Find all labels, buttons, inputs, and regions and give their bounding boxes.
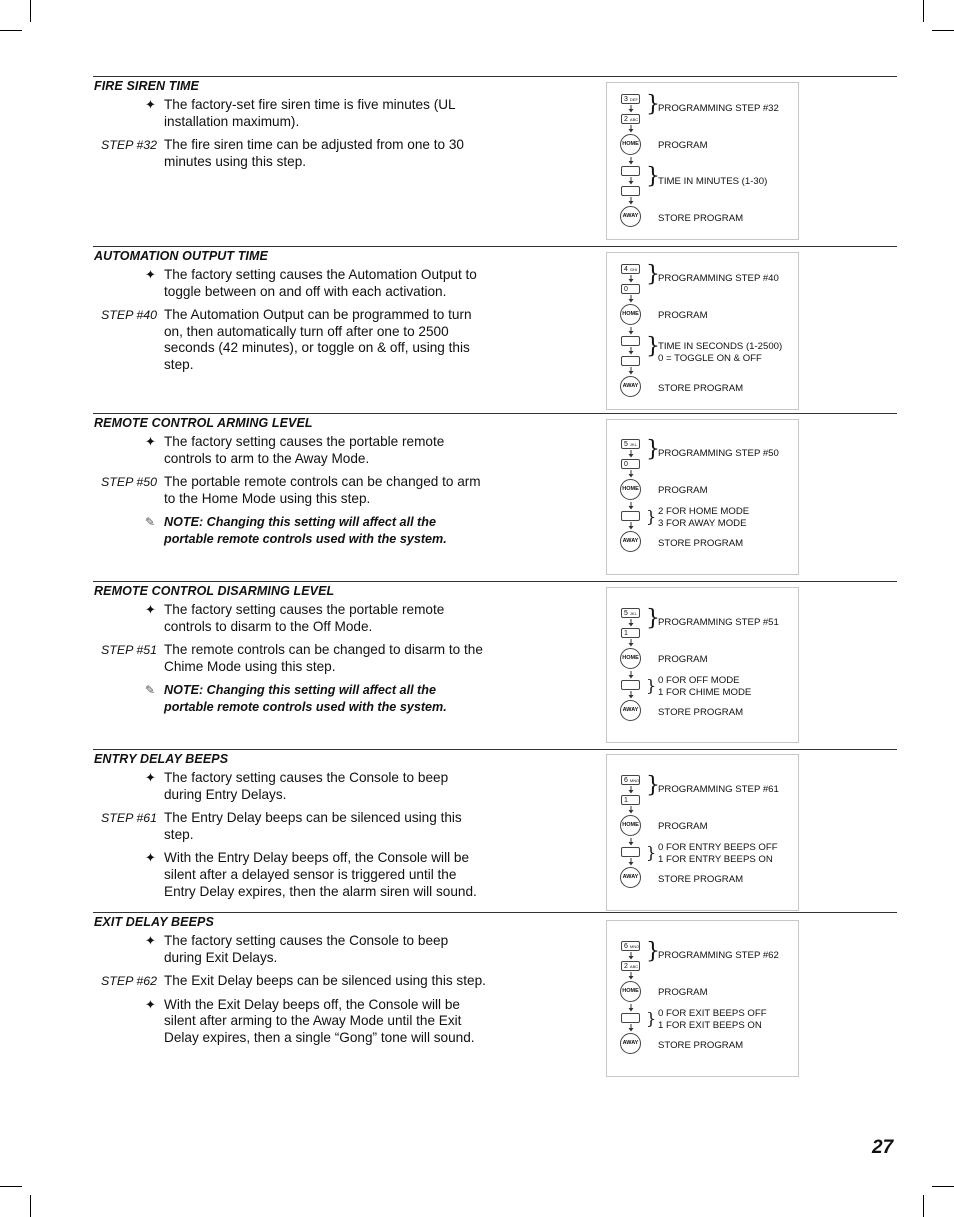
down-arrow-icon (628, 786, 634, 794)
keypad-diagram (606, 920, 799, 1077)
crop-mark (923, 1195, 924, 1217)
section-title: FIRE SIREN TIME (94, 79, 199, 93)
home-key: HOME (620, 815, 641, 836)
pencil-icon: ✎ (145, 683, 156, 698)
section-title: ENTRY DELAY BEEPS (94, 752, 229, 766)
crop-mark (30, 1195, 31, 1217)
down-arrow-icon (628, 157, 634, 165)
section-text (93, 434, 488, 555)
keypad-diagram (606, 82, 799, 240)
digit-key: 1 (621, 628, 640, 638)
blank-key (621, 186, 640, 196)
crop-mark (932, 30, 954, 31)
step-text: The portable remote controls can be changed to arm to the Home Mode using this step. (164, 474, 481, 506)
step-text: The fire siren time can be adjusted from one to 30 minutes using this step. (164, 137, 464, 169)
down-arrow-icon (628, 105, 634, 113)
section-remote-control-arming-level (93, 413, 897, 581)
brace-icon: } (646, 92, 660, 117)
down-arrow-icon (628, 197, 634, 205)
home-key: HOME (620, 134, 641, 155)
bullet-icon: ✦ (145, 850, 156, 866)
crop-mark (932, 1186, 954, 1187)
extra-text: With the Entry Delay beeps off, the Console will be silent after a delayed sensor is triggered until the Entry Delay expires, then the alarm siren will sound. (164, 850, 477, 899)
digit-key: 6 MNO (621, 941, 640, 951)
crop-mark (0, 1186, 22, 1187)
down-arrow-icon (628, 470, 634, 478)
digit-key: 0 (621, 459, 640, 469)
crop-mark (30, 0, 31, 22)
factory-text: The factory setting causes the portable remote controls to arm to the Away Mode. (164, 434, 445, 466)
section-text (93, 602, 488, 723)
store-program-label: STORE PROGRAM (658, 383, 744, 394)
section-rule (93, 246, 897, 247)
program-label: PROGRAM (658, 140, 708, 151)
brace-icon: } (646, 507, 657, 526)
brace-icon: } (646, 606, 660, 631)
programming-step-label: PROGRAMMING STEP #50 (658, 448, 779, 459)
down-arrow-icon (628, 177, 634, 185)
down-arrow-icon (628, 367, 634, 375)
note-text: NOTE: Changing this setting will affect all the portable remote controls used with the system. (164, 683, 447, 714)
down-arrow-icon (628, 1024, 634, 1032)
brace-icon: } (646, 1009, 657, 1028)
value-label: TIME IN MINUTES (1-30) (658, 176, 768, 187)
section-rule (93, 912, 897, 913)
store-program-label: STORE PROGRAM (658, 213, 744, 224)
value-label: 0 FOR ENTRY BEEPS OFF 1 FOR ENTRY BEEPS ON (658, 842, 778, 865)
factory-text: The factory setting causes the Console to beep during Entry Delays. (164, 770, 449, 802)
digit-key: 1 (621, 795, 640, 805)
step-label: STEP #51 (101, 643, 158, 658)
down-arrow-icon (628, 125, 634, 133)
section-remote-control-disarming-level (93, 581, 897, 749)
brace-icon: } (646, 437, 660, 462)
digit-key: 4 GHI (621, 264, 640, 274)
bullet-icon: ✦ (145, 97, 156, 112)
digit-key: 2 ABC (621, 961, 640, 971)
away-key: AWAY (620, 700, 641, 721)
factory-text: The factory setting causes the Automation Output to toggle between on and off with each activation. (164, 267, 477, 299)
brace-icon: } (646, 939, 660, 964)
section-title: REMOTE CONTROL DISARMING LEVEL (94, 584, 335, 598)
factory-text: The factory setting causes the portable remote controls to disarm to the Off Mode. (164, 602, 445, 634)
bullet-icon: ✦ (145, 434, 156, 449)
down-arrow-icon (628, 639, 634, 647)
brace-icon: } (646, 164, 660, 189)
away-key: AWAY (620, 1033, 641, 1054)
section-rule (93, 749, 897, 750)
home-key: HOME (620, 479, 641, 500)
section-exit-delay-beeps (93, 912, 897, 1082)
step-text: The remote controls can be changed to disarm to the Chime Mode using this step. (164, 642, 483, 674)
step-label: STEP #40 (101, 308, 158, 323)
down-arrow-icon (628, 502, 634, 510)
brace-icon: } (646, 262, 660, 287)
section-automation-output-time (93, 246, 897, 413)
blank-key (621, 336, 640, 346)
section-text (93, 933, 488, 1054)
bullet-icon: ✦ (145, 933, 156, 948)
down-arrow-icon (628, 295, 634, 303)
bullet-icon: ✦ (145, 996, 156, 1012)
program-label: PROGRAM (658, 485, 708, 496)
digit-key: 5 JKL (621, 439, 640, 449)
store-program-label: STORE PROGRAM (658, 707, 744, 718)
brace-icon: } (646, 676, 657, 695)
away-key: AWAY (620, 867, 641, 888)
digit-key: 0 (621, 284, 640, 294)
value-label: 0 FOR OFF MODE 1 FOR CHIME MODE (658, 675, 752, 698)
down-arrow-icon (628, 838, 634, 846)
step-text: The Entry Delay beeps can be silenced using this step. (164, 810, 462, 842)
down-arrow-icon (628, 619, 634, 627)
section-rule (93, 413, 897, 414)
down-arrow-icon (628, 275, 634, 283)
program-label: PROGRAM (658, 310, 708, 321)
section-rule (93, 76, 897, 77)
program-label: PROGRAM (658, 654, 708, 665)
section-title: REMOTE CONTROL ARMING LEVEL (94, 416, 313, 430)
bullet-icon: ✦ (145, 267, 156, 282)
programming-step-label: PROGRAMMING STEP #61 (658, 784, 779, 795)
away-key: AWAY (620, 206, 641, 227)
blank-key (621, 680, 640, 690)
section-text (93, 267, 488, 381)
programming-step-label: PROGRAMMING STEP #40 (658, 273, 779, 284)
section-rule (93, 581, 897, 582)
section-text (93, 97, 488, 177)
down-arrow-icon (628, 806, 634, 814)
down-arrow-icon (628, 1004, 634, 1012)
keypad-diagram (606, 252, 799, 410)
digit-key: 3 DEF (621, 94, 640, 104)
down-arrow-icon (628, 972, 634, 980)
bullet-icon: ✦ (145, 602, 156, 617)
down-arrow-icon (628, 858, 634, 866)
away-key: AWAY (620, 376, 641, 397)
store-program-label: STORE PROGRAM (658, 1040, 744, 1051)
step-text: The Exit Delay beeps can be silenced using this step. (164, 973, 486, 989)
store-program-label: STORE PROGRAM (658, 538, 744, 549)
down-arrow-icon (628, 691, 634, 699)
value-label: TIME IN SECONDS (1-2500) 0 = TOGGLE ON & OFF (658, 341, 783, 364)
blank-key (621, 166, 640, 176)
bullet-icon: ✦ (145, 770, 156, 785)
step-label: STEP #62 (101, 974, 158, 989)
section-entry-delay-beeps (93, 749, 897, 912)
keypad-diagram (606, 754, 799, 911)
down-arrow-icon (628, 952, 634, 960)
down-arrow-icon (628, 450, 634, 458)
program-label: PROGRAM (658, 987, 708, 998)
value-label: 2 FOR HOME MODE 3 FOR AWAY MODE (658, 506, 750, 529)
away-key: AWAY (620, 531, 641, 552)
value-label: 0 FOR EXIT BEEPS OFF 1 FOR EXIT BEEPS ON (658, 1008, 767, 1031)
brace-icon: } (646, 334, 660, 359)
blank-key (621, 356, 640, 366)
programming-step-label: PROGRAMMING STEP #51 (658, 617, 779, 628)
programming-step-label: PROGRAMMING STEP #62 (658, 950, 779, 961)
keypad-diagram (606, 419, 799, 575)
programming-step-label: PROGRAMMING STEP #32 (658, 103, 779, 114)
keypad-diagram (606, 587, 799, 743)
extra-text: With the Exit Delay beeps off, the Console will be silent after arming to the Away Mode until the Exit Delay expires, then a single “Gong” tone will sound. (164, 996, 475, 1045)
down-arrow-icon (628, 347, 634, 355)
step-label: STEP #50 (101, 475, 158, 490)
program-label: PROGRAM (658, 821, 708, 832)
down-arrow-icon (628, 327, 634, 335)
down-arrow-icon (628, 522, 634, 530)
down-arrow-icon (628, 671, 634, 679)
blank-key (621, 847, 640, 857)
step-label: STEP #61 (101, 811, 158, 826)
page-number: 27 (872, 1137, 894, 1158)
step-label: STEP #32 (101, 138, 158, 153)
crop-mark (0, 30, 22, 31)
digit-key: 5 JKL (621, 608, 640, 618)
blank-key (621, 1013, 640, 1023)
step-text: The Automation Output can be programmed to turn on, then automatically turn off after one to 2500 seconds (42 minutes), or toggle on & off, using this step. (164, 307, 472, 372)
home-key: HOME (620, 981, 641, 1002)
brace-icon: } (646, 773, 660, 798)
digit-key: 2 ABC (621, 114, 640, 124)
crop-mark (923, 0, 924, 22)
note-text: NOTE: Changing this setting will affect all the portable remote controls used with the system. (164, 515, 447, 546)
store-program-label: STORE PROGRAM (658, 874, 744, 885)
factory-text: The factory setting causes the Console to beep during Exit Delays. (164, 933, 449, 965)
section-title: AUTOMATION OUTPUT TIME (94, 249, 268, 263)
pencil-icon: ✎ (145, 515, 156, 530)
home-key: HOME (620, 304, 641, 325)
brace-icon: } (646, 843, 657, 862)
section-fire-siren-time (93, 76, 897, 246)
home-key: HOME (620, 648, 641, 669)
factory-text: The factory-set fire siren time is five minutes (UL installation maximum). (164, 97, 456, 129)
blank-key (621, 511, 640, 521)
digit-key: 6 MNO (621, 775, 640, 785)
section-title: EXIT DELAY BEEPS (94, 915, 214, 929)
section-text (93, 770, 488, 907)
